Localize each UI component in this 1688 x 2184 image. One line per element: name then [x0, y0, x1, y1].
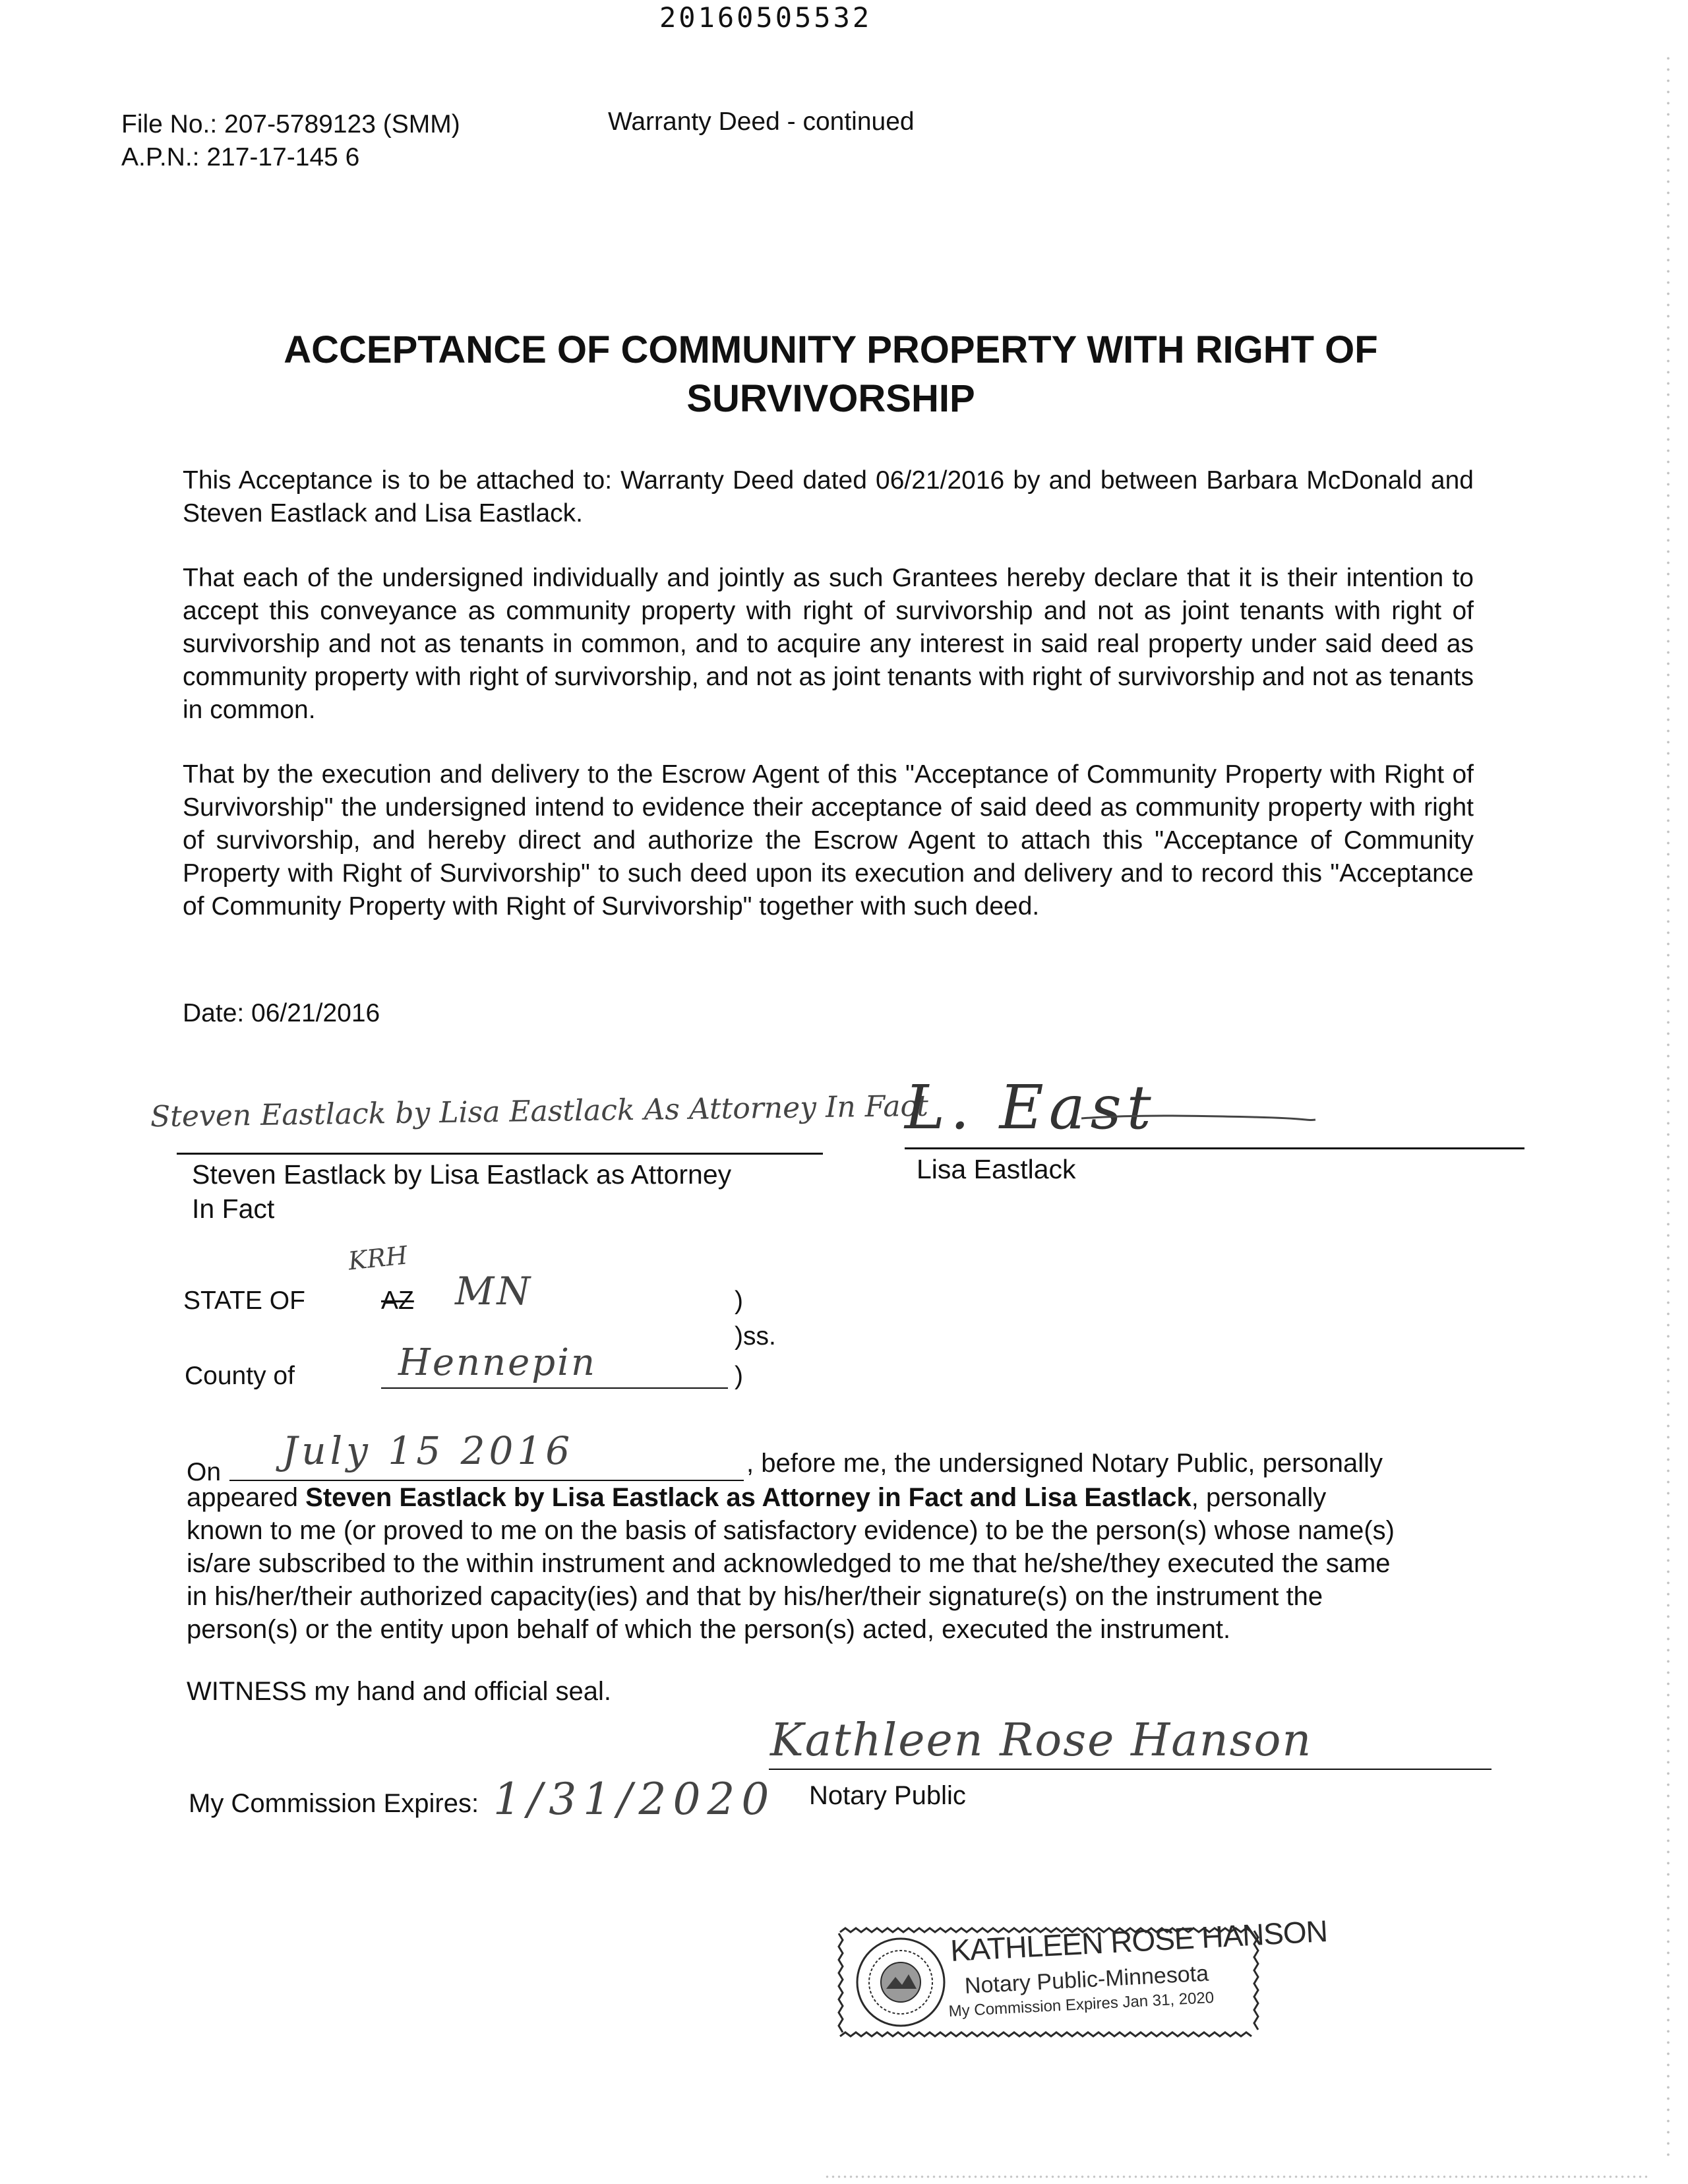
appeared-label: appeared [187, 1483, 299, 1512]
scan-edge-artifact [1664, 53, 1673, 2163]
title-line-2: SURVIVORSHIP [686, 377, 975, 420]
notary-signature: Kathleen Rose Hanson [770, 1714, 1313, 1767]
appeared-line [187, 1481, 1326, 1514]
seal-notary-name: KATHLEEN ROSE HANSON [950, 1914, 1329, 1968]
left-signer-label-2: In Fact [192, 1194, 275, 1224]
appeared-names: Steven Eastlack by Lisa Eastlack as Attorney in Fact and Lisa Eastlack [305, 1483, 1191, 1512]
escrow-paragraph: That by the execution and delivery to the Escrow Agent of this "Acceptance of Community Property with Right of Survivorship" the undersigned intend to evidence their acceptance of said deed as community property with right of survivorship, and hereby direct and authorize the Escrow Agent to attach this "Acceptance of Community Property with Right of Survivorship" to such deed upon its execution and delivery and to record this "Acceptance of Community Property with Right of Survivorship" together with such deed. [183, 760, 1474, 921]
acknowledgment-line-6: person(s) or the entity upon behalf of which the person(s) acted, executed the instrument. [187, 1615, 1231, 1644]
county-line [381, 1387, 728, 1389]
left-signer-label-1: Steven Eastlack by Lisa Eastlack as Attorney [192, 1159, 732, 1190]
scan-bottom-artifact [824, 2175, 1648, 2179]
state-struck-value: AZ [381, 1287, 414, 1315]
acknowledgment-intro: , before me, the undersigned Notary Public, personally [746, 1449, 1383, 1478]
on-label: On [187, 1458, 222, 1486]
county-handwritten: Hennepin [398, 1341, 597, 1384]
state-correction-initials: KRH [346, 1240, 409, 1276]
acknowledgment-line-5: in his/her/their authorized capacity(ies) and that by his/her/their signature(s) on the instrument the [187, 1582, 1323, 1611]
deed-continued-label: Warranty Deed - continued [608, 107, 915, 136]
appeared-rest: , personally [1191, 1483, 1327, 1512]
steven-eastlack-signature: Steven Eastlack by Lisa Eastlack As Attorney In Fact [150, 1089, 929, 1134]
venue-paren-top: ) [735, 1287, 743, 1315]
title-line-1: ACCEPTANCE OF COMMUNITY PROPERTY WITH RIGHT OF [284, 328, 1378, 371]
lisa-eastlack-signature: L. East [905, 1072, 1157, 1143]
venue-paren-bottom: ) [735, 1362, 743, 1390]
notary-public-label: Notary Public [809, 1781, 966, 1810]
acceptance-date: Date: 06/21/2016 [183, 999, 380, 1027]
commission-expires-label: My Commission Expires: [189, 1789, 479, 1818]
acknowledgment-line-3: known to me (or proved to me on the basis of satisfactory evidence) to be the person(s) whose name(s) [187, 1516, 1395, 1545]
file-number: File No.: 207-5789123 (SMM) [121, 110, 460, 138]
seal-commission-expiry: My Commission Expires Jan 31, 2020 [948, 1988, 1215, 2020]
acknowledgment-line-4: is/are subscribed to the within instrument and acknowledged to me that he/she/they executed the same [187, 1549, 1391, 1578]
apn-number: A.P.N.: 217-17-145 6 [121, 143, 360, 171]
acknowledgment-date-handwritten: July 15 2016 [282, 1428, 574, 1473]
acceptance-paragraph: This Acceptance is to be attached to: Warranty Deed dated 06/21/2016 by and between Barbara McDonald and Steven Eastlack and Lisa Eastlack. [183, 466, 1474, 528]
notary-signature-line [769, 1769, 1492, 1770]
county-label: County of [185, 1362, 295, 1390]
state-label: STATE OF [183, 1287, 305, 1315]
recording-number: 20160505532 [659, 1, 872, 34]
venue-ss: )ss. [735, 1322, 776, 1350]
page-title [171, 326, 1490, 423]
commission-date-handwritten: 1/31/2020 [493, 1774, 776, 1825]
state-handwritten: MN [455, 1269, 533, 1314]
seal-notary-title: Notary Public-Minnesota [964, 1960, 1209, 1999]
signature-flourish [1081, 1108, 1319, 1128]
notary-seal-stamp [832, 1912, 1329, 2048]
left-signature-line [177, 1153, 823, 1155]
right-signature-line [905, 1147, 1524, 1149]
intention-paragraph: That each of the undersigned individually and jointly as such Grantees hereby declare that it is their intention to accept this conveyance as community property with right of survivorship and not as joint tenants with right of survivorship and not as tenants in common, and to acquire any interest in said real property under said deed as community property with right of survivorship, and not as joint tenants with right of survivorship and not as tenants in common. [183, 564, 1474, 724]
right-signer-label: Lisa Eastlack [917, 1154, 1076, 1184]
witness-statement: WITNESS my hand and official seal. [187, 1677, 611, 1706]
state-seal-emblem [857, 1939, 944, 2026]
